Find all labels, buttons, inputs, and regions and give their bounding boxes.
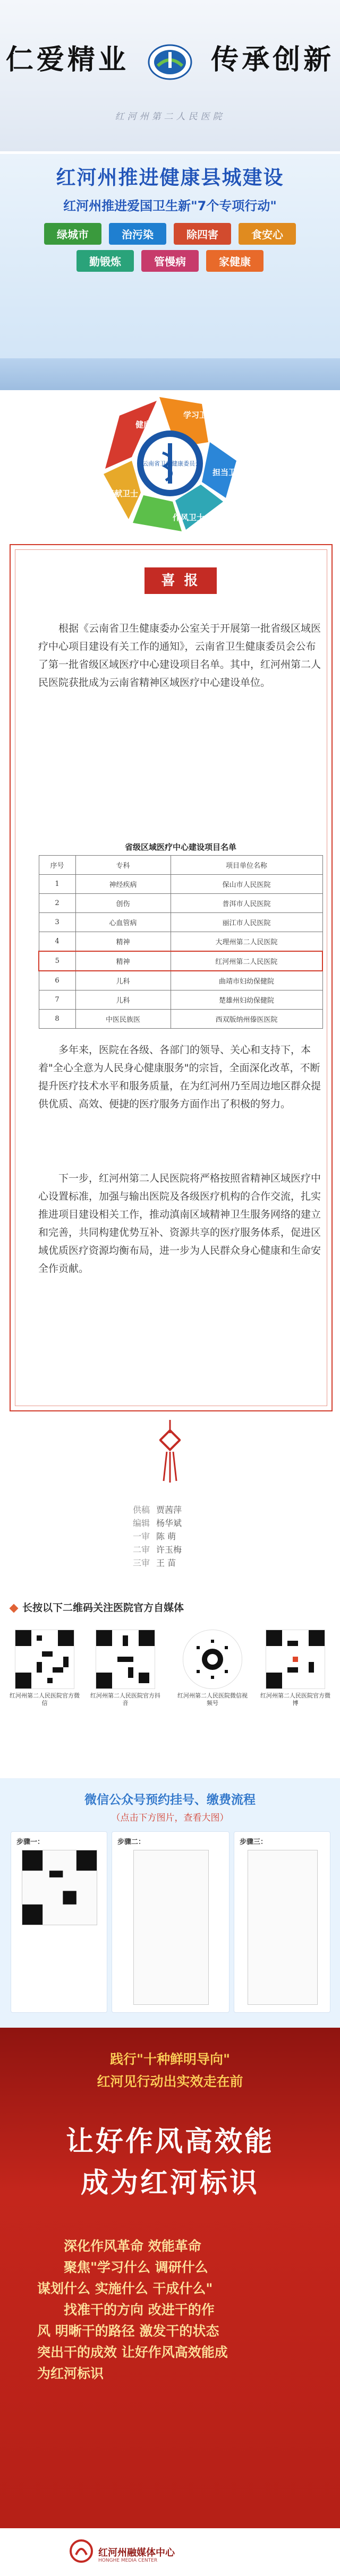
table-cell: 1 [39, 875, 75, 894]
poster-headline: 成为红河标识 [80, 2167, 259, 2199]
wheel-label: 奉献卫士 [106, 489, 139, 498]
chinese-knot-icon [159, 1420, 181, 1484]
table-cell: 楚雄州妇幼保健院 [171, 990, 322, 1010]
qr-label: 红河州第二人民医院微信视频号 [177, 1692, 248, 1707]
footer-org: 红河州融媒体中心 [98, 2547, 175, 2558]
poster-line: 践行"十种鲜明导向" [109, 2052, 231, 2067]
table-cell: 2 [39, 894, 75, 913]
credit-line: 供稿 贾茜萍 [133, 1505, 182, 1515]
table-cell: 中医民族医 [75, 1010, 171, 1029]
table-cell: 3 [39, 913, 75, 932]
qr-code-icon [22, 1850, 97, 1925]
qr-code-icon[interactable] [266, 1630, 325, 1689]
banner [0, 0, 340, 151]
table-cell: 8 [39, 1010, 75, 1029]
table-cell: 5 [39, 951, 75, 971]
news-paragraph: 根据《云南省卫生健康委办公室关于开展第一批省级区域医疗中心项目建设有关工作的通知》，云南省卫生健康委员会公布了第一批省级区域医疗中心建设项目名单。其中，红河州第二人民医院获批成为云南省精神区域医疗中心建设单位。 [38, 623, 321, 688]
wechat-title: 微信公众号预约挂号、缴费流程 [84, 1793, 256, 1807]
table-cell: 6 [39, 971, 75, 990]
qr-code-icon[interactable] [15, 1630, 74, 1689]
credit-line: 二审 许玉梅 [133, 1545, 182, 1555]
media-center-logo-icon [69, 2539, 94, 2563]
table-cell: 西双版纳州傣医医院 [171, 1010, 322, 1029]
table-cell: 曲靖市妇幼保健院 [171, 971, 322, 990]
campaign-tag: 绿城市 [44, 223, 101, 245]
table-cell: 精神 [75, 951, 171, 971]
step-card[interactable] [234, 1831, 330, 2013]
credit-line: 编辑 杨华斌 [133, 1518, 182, 1528]
news-paragraph: 多年来，医院在各级、各部门的领导、关心和支持下，本着"全心全意为人民身心健康服务"的宗旨，全面深化改革，不断提升医疗技术水平和服务质量，在为红河州乃至周边地区群众提供优质、高效、便捷的医疗服务方面作出了积极的努力。 [38, 1044, 321, 1110]
table-cell: 保山市人民医院 [171, 875, 322, 894]
news-heading: 喜 报 [144, 567, 217, 594]
poster-footer [0, 2528, 340, 2576]
wechat-section [0, 1778, 340, 2028]
step-label: 步骤三： [240, 1838, 268, 1846]
step-card[interactable] [11, 1831, 107, 2013]
news-section [0, 544, 340, 1415]
qr-item[interactable] [88, 1630, 163, 1707]
step-label: 步骤一： [16, 1838, 45, 1846]
table-cell: 神经疾病 [75, 875, 171, 894]
table-cell: 4 [39, 932, 75, 952]
qr-heading: 长按以下二维码关注医院官方自媒体 [11, 1600, 184, 1614]
table-row [39, 913, 322, 932]
campaign-tag: 食安心 [239, 223, 296, 245]
banner-subtitle: 红河州第二人民医院 [115, 111, 225, 122]
campaign-tag: 家健康 [206, 250, 264, 272]
qr-item[interactable] [175, 1630, 250, 1707]
campaign-poster [0, 2028, 340, 2576]
campaign-tag: 勤锻炼 [76, 250, 134, 272]
table-row [39, 1010, 322, 1029]
qr-label: 红河州第二人民医院官方微博 [260, 1692, 330, 1707]
qr-label: 红河州第二人民医院官方微信 [10, 1692, 80, 1707]
table-header: 项目单位名称 [171, 856, 322, 875]
phone-screenshot [133, 1850, 209, 2005]
table-cell: 创伤 [75, 894, 171, 913]
qr-item[interactable] [258, 1630, 333, 1707]
table-header: 专科 [75, 856, 171, 875]
table-cell: 儿科 [75, 990, 171, 1010]
wheel-label: 学习卫士 [183, 410, 216, 420]
city-skyline [0, 358, 340, 390]
phone-screenshot [248, 1850, 318, 2005]
credit-line: 三审 王 苗 [133, 1558, 176, 1568]
wheel-center-label: 云南省卫生健康委员会 [142, 460, 201, 467]
table-cell: 儿科 [75, 971, 171, 990]
qr-section [0, 1592, 340, 1778]
wheel-label: 担当卫士 [212, 468, 245, 477]
hospital-logo-icon [147, 44, 193, 81]
qr-label: 红河州第二人民医院官方抖音 [90, 1692, 160, 1707]
table-row [39, 894, 322, 913]
campaign-tags [16, 223, 324, 272]
table-cell: 心血管病 [75, 913, 171, 932]
table-cell: 大理州第二人民医院 [171, 932, 322, 952]
table-cell: 精神 [75, 932, 171, 952]
table-cell: 丽江市人民医院 [171, 913, 322, 932]
news-paragraph: 下一步，红河州第二人民医院将严格按照省精神区域医疗中心设置标准，加强与输出医院及各级医疗机构的合作交流，扎实推进项目建设相关工作，推动滇南区域精神卫生服务网络的建立和完善，共同构建优势互补、资源共享的医疗服务体系，促进区域优质医疗资源均衡布局，进一步为人民群众身心健康和生命安全作贡献。 [38, 1173, 321, 1274]
campaign-subtitle: 红河州推进爱国卫生新"7个专项行动" [63, 199, 277, 213]
campaign-tag: 管慢病 [141, 250, 199, 272]
qr-item[interactable] [7, 1630, 82, 1707]
campaign-banner [0, 154, 340, 390]
table-row [39, 990, 322, 1010]
poster-headline: 让好作风高效能 [65, 2125, 274, 2158]
credit-line: 一审 陈 萌 [133, 1531, 176, 1541]
credits-section [0, 1415, 340, 1590]
campaign-tag: 治污染 [109, 223, 166, 245]
wheel-graphic [0, 390, 340, 536]
step-label: 步骤二： [117, 1838, 146, 1846]
qr-code-icon[interactable] [96, 1630, 155, 1689]
diamond-icon [10, 1604, 19, 1613]
campaign-title: 红河州推进健康县城建设 [56, 166, 284, 189]
table-row-highlighted [39, 951, 322, 971]
wechat-subtitle: （点击下方图片，查看大图） [111, 1813, 229, 1823]
wheel-label: 作风卫士 [173, 513, 205, 522]
poster-body: 深化作风革命 效能革命 聚焦"学习什么 调研什么 谋划什么 实施什么 干成什么" 找准干的方向 改进干的作 风 明晰干的路径 激发干的状态 突出干的成效 让好作风高效能成 为红河标识 [37, 2238, 228, 2381]
table-header-row [39, 856, 322, 875]
step-card[interactable] [112, 1831, 230, 2013]
news-frame [10, 544, 333, 1411]
banner-motto [0, 37, 340, 81]
qr-code-icon[interactable] [183, 1630, 242, 1689]
footer-org-en: HONGHE MEDIA CENTER [98, 2558, 158, 2563]
table-row [39, 971, 322, 990]
table-row [39, 932, 322, 952]
motto-left: 仁爱精业 [5, 44, 129, 76]
project-table [38, 855, 323, 1029]
table-title: 省级区域医疗中心建设项目名单 [124, 842, 236, 852]
table-header: 序号 [39, 856, 75, 875]
poster-line: 红河见行动出实效走在前 [97, 2074, 243, 2089]
table-cell: 红河州第二人民医院 [171, 951, 322, 971]
motto-right: 传承创新 [211, 44, 335, 76]
guardian-wheel [0, 390, 340, 536]
campaign-tag: 除四害 [174, 223, 231, 245]
table-cell: 7 [39, 990, 75, 1010]
table-row [39, 875, 322, 894]
wheel-label: 健康卫士 [135, 420, 168, 429]
table-cell: 普洱市人民医院 [171, 894, 322, 913]
